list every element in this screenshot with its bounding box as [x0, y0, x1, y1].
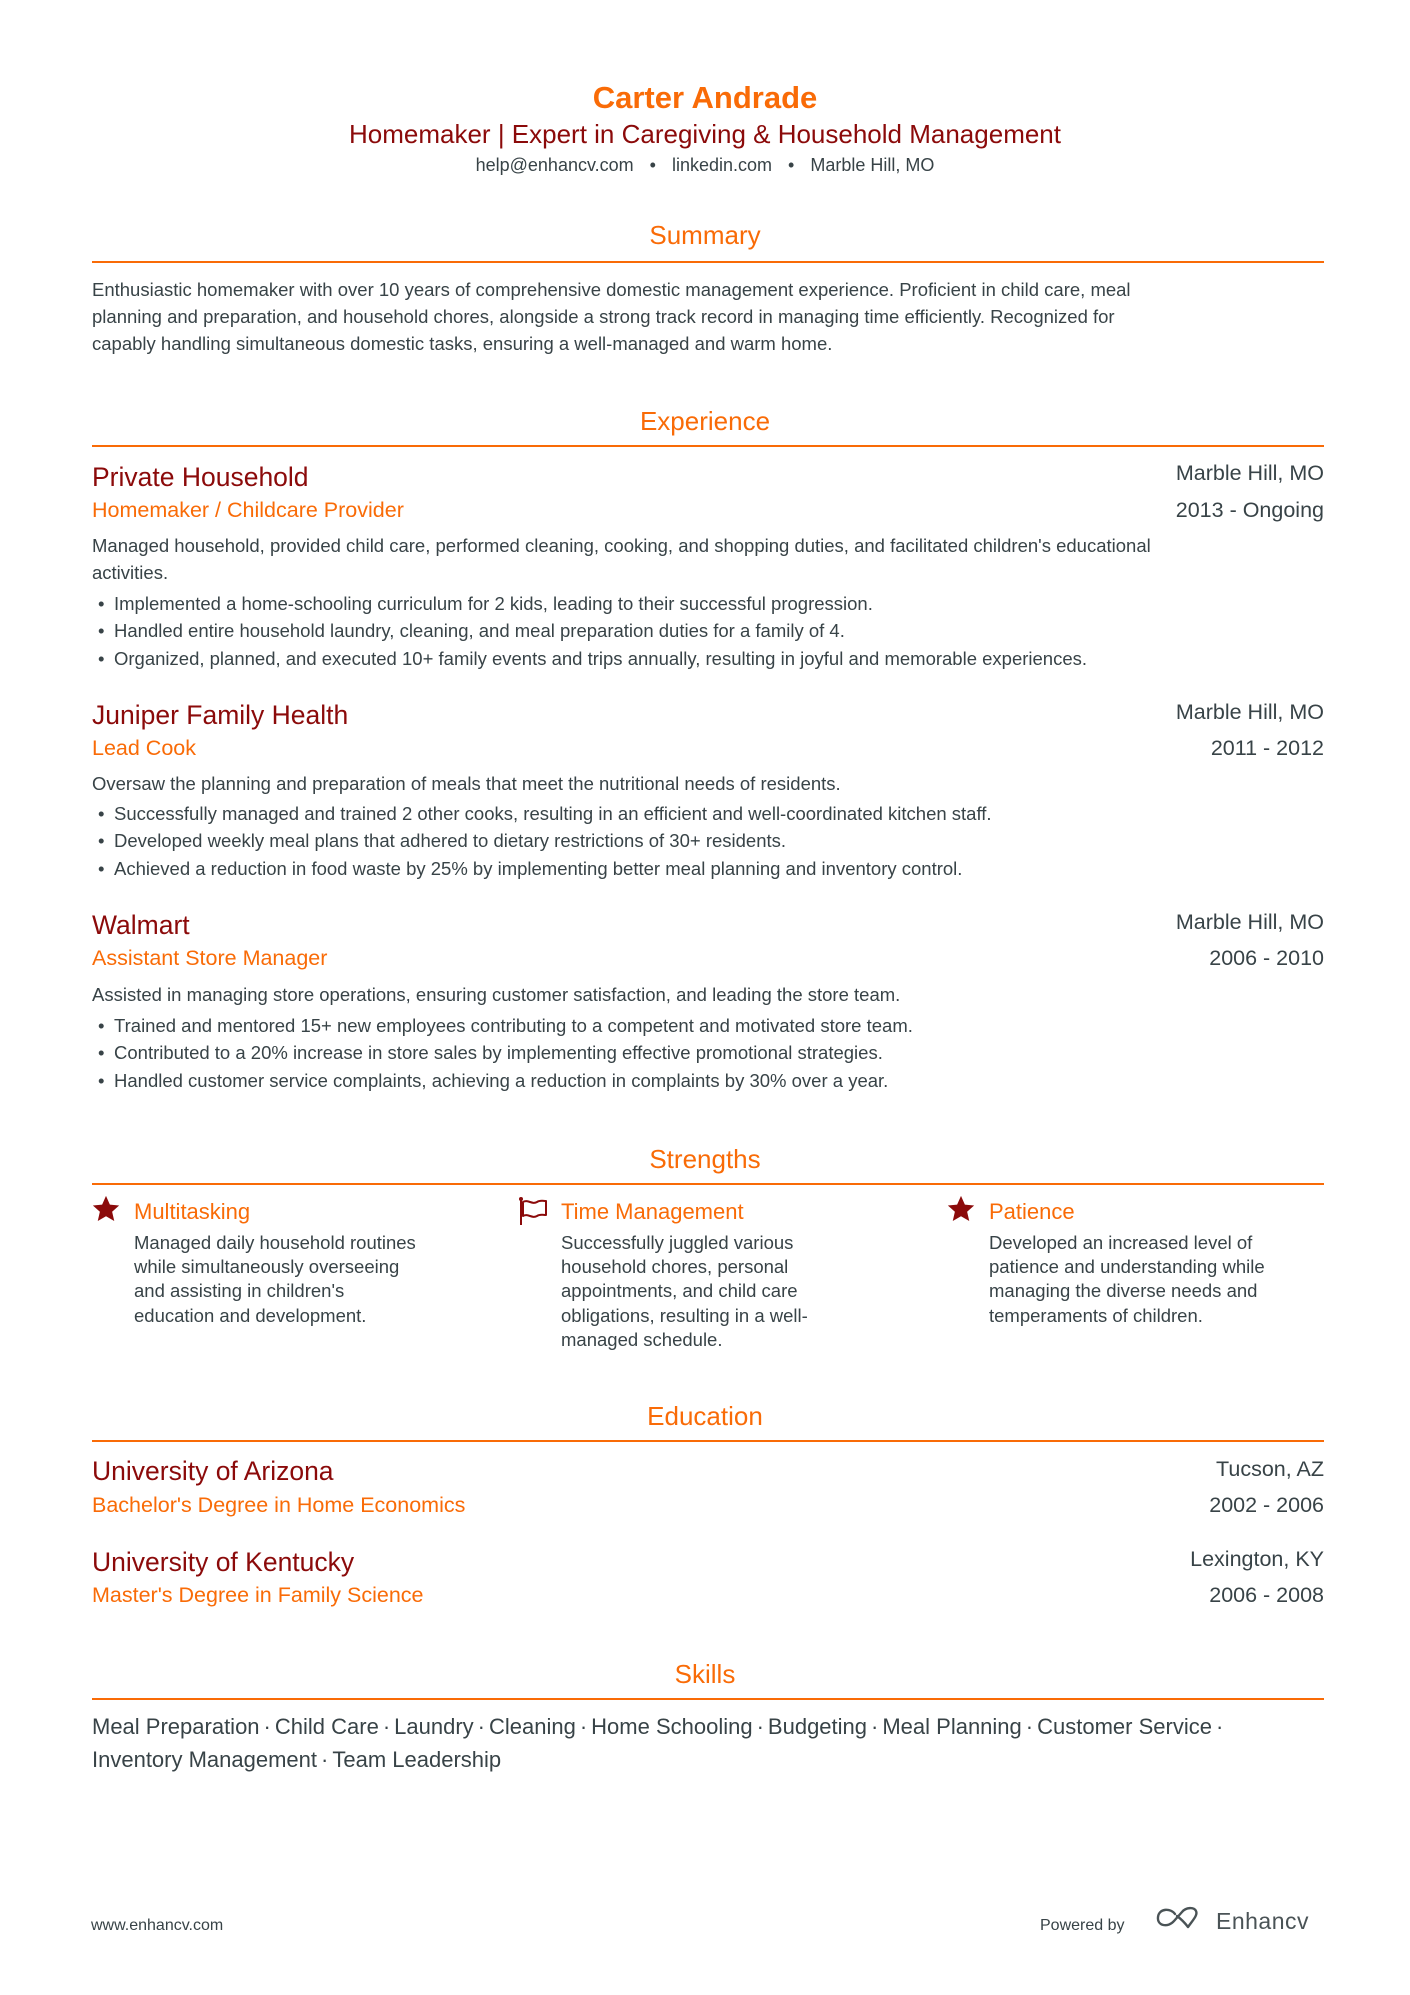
contact-separator: •	[649, 155, 656, 175]
bullet-dot: •	[98, 1042, 105, 1064]
strength-line: managed schedule.	[561, 1328, 723, 1350]
skill-separator: ·	[321, 1747, 329, 1772]
strength-description	[561, 1231, 891, 1352]
bullet-dot: •	[98, 1069, 105, 1091]
section-heading-education: Education	[647, 1401, 763, 1431]
school-name: University of Kentucky	[92, 1547, 355, 1577]
job-description	[92, 981, 1324, 1008]
degree: Master's Degree in Family Science	[92, 1583, 424, 1607]
candidate-name: Carter Andrade	[592, 80, 818, 115]
school-name: University of Arizona	[92, 1456, 334, 1486]
skill-separator: ·	[263, 1714, 271, 1739]
bullet-text: Developed weekly meal plans that adhered to dietary restrictions of 30+ residents.	[114, 830, 787, 852]
job-location: Marble Hill, MO	[1175, 700, 1324, 724]
job-role: Assistant Store Manager	[92, 946, 328, 970]
job-description	[92, 532, 1324, 586]
skill-item: Cleaning	[488, 1714, 576, 1739]
strength-title: Time Management	[561, 1199, 744, 1224]
degree: Bachelor's Degree in Home Economics	[92, 1493, 466, 1517]
bullet-dot: •	[98, 1015, 105, 1036]
education-dates: 2002 - 2006	[1209, 1493, 1324, 1517]
summary-text	[92, 276, 1324, 357]
strength-line: appointments, and child care	[561, 1280, 798, 1302]
summary-line: planning and preparation, and household chores, alongside a strong track record in managing time efficiently. Recognized for	[92, 306, 1115, 327]
strength-line: while simultaneously overseeing	[134, 1256, 400, 1278]
bullet-item	[96, 590, 1324, 617]
job-location: Marble Hill, MO	[1175, 910, 1324, 934]
strength-line: patience and understanding while	[989, 1256, 1265, 1278]
bullet-text: Organized, planned, and executed 10+ family events and trips annually, resulting in joyful and memorable experiences.	[114, 647, 1088, 669]
section-divider	[92, 1183, 1324, 1185]
skill-separator: ·	[871, 1714, 879, 1739]
contact-separator: •	[788, 155, 795, 175]
job-bullets	[96, 1012, 1324, 1094]
skills-line	[92, 1710, 1324, 1743]
candidate-title: Homemaker | Expert in Caregiving & Household Management	[349, 119, 1061, 149]
contact-line	[0, 154, 1410, 176]
strength-line: obligations, resulting in a well-	[561, 1304, 808, 1326]
bullet-item	[96, 855, 1324, 882]
strength-title: Patience	[989, 1199, 1075, 1224]
skill-separator: ·	[1215, 1714, 1224, 1739]
strength-line: temperaments of children.	[989, 1304, 1203, 1326]
job-dates: 2013 - Ongoing	[1175, 498, 1324, 522]
school-location: Lexington, KY	[1190, 1547, 1324, 1571]
bullet-text: Trained and mentored 15+ new employees contributing to a competent and motivated store team.	[114, 1015, 913, 1036]
school-location: Tucson, AZ	[1216, 1457, 1324, 1481]
job-description-line: activities.	[92, 562, 169, 583]
strength-line: and assisting in children's	[134, 1280, 345, 1302]
contact-email[interactable]: help@enhancv.com	[475, 155, 634, 175]
summary-line: Enthusiastic homemaker with over 10 years of comprehensive domestic management experience. Proficient in child care, meal	[92, 279, 1131, 300]
strength-line: education and development.	[134, 1304, 367, 1326]
skill-separator: ·	[382, 1714, 391, 1739]
skill-item: Team Leadership	[332, 1747, 502, 1772]
bullet-dot: •	[98, 647, 105, 669]
skill-separator: ·	[1025, 1714, 1034, 1739]
skills-line	[92, 1743, 1324, 1776]
footer-website[interactable]: www.enhancv.com	[91, 1917, 224, 1934]
section-divider	[92, 1440, 1324, 1442]
strength-title: Multitasking	[134, 1199, 251, 1224]
skills-list	[92, 1710, 1324, 1776]
skill-item: Laundry	[394, 1714, 474, 1739]
powered-by-label: Powered by	[1040, 1917, 1125, 1934]
section-divider	[92, 261, 1324, 263]
company-name: Walmart	[92, 910, 190, 940]
bullet-item	[96, 617, 1324, 644]
bullet-dot: •	[98, 857, 105, 879]
section-divider	[92, 1698, 1324, 1700]
skill-item: Home Schooling	[591, 1714, 753, 1739]
bullet-item	[96, 1067, 1324, 1094]
bullet-text: Handled customer service complaints, achieving a reduction in complaints by 30% over a year.	[114, 1069, 889, 1091]
job-dates: 2011 - 2012	[1210, 736, 1324, 760]
skill-item: Budgeting	[767, 1714, 868, 1739]
bullet-dot: •	[98, 593, 105, 614]
section-divider	[92, 445, 1324, 447]
section-heading-strengths: Strengths	[649, 1144, 761, 1174]
bullet-item	[96, 1012, 1324, 1039]
job-description-line: Managed household, provided child care, performed cleaning, cooking, and shopping duties, and facilitated children's educational	[92, 535, 1151, 556]
job-dates: 2006 - 2010	[1209, 946, 1324, 970]
job-description-line: Assisted in managing store operations, ensuring customer satisfaction, and leading the store team.	[92, 984, 901, 1005]
section-heading-experience: Experience	[639, 406, 771, 436]
bullet-text: Achieved a reduction in food waste by 25% by implementing better meal planning and inventory control.	[114, 857, 963, 879]
star-icon	[946, 1194, 976, 1224]
enhancv-logo-icon	[1155, 1905, 1205, 1931]
strength-line: Successfully juggled various	[561, 1232, 794, 1253]
skill-separator: ·	[477, 1714, 485, 1739]
contact-linkedin[interactable]: linkedin.com	[671, 155, 773, 175]
bullet-item	[96, 827, 1324, 854]
section-heading-skills: Skills	[674, 1659, 736, 1689]
bullet-item	[96, 1039, 1324, 1066]
flag-icon	[518, 1196, 548, 1226]
bullet-item	[96, 800, 1324, 827]
strength-line: Managed daily household routines	[134, 1232, 416, 1253]
job-role: Lead Cook	[92, 736, 196, 760]
skill-item: Inventory Management	[92, 1747, 318, 1772]
job-description	[92, 770, 1324, 797]
bullet-dot: •	[98, 830, 105, 852]
strength-line: household chores, personal	[561, 1256, 789, 1278]
skill-separator: ·	[756, 1714, 764, 1739]
skill-item: Customer Service	[1037, 1714, 1212, 1739]
job-description-line: Oversaw the planning and preparation of meals that meet the nutritional needs of residents.	[92, 773, 841, 794]
bullet-text: Successfully managed and trained 2 other cooks, resulting in an efficient and well-coordinated kitchen staff.	[114, 803, 992, 824]
skill-item: Child Care	[274, 1714, 379, 1739]
bullet-text: Contributed to a 20% increase in store sales by implementing effective promotional strategies.	[114, 1042, 883, 1064]
job-location: Marble Hill, MO	[1175, 461, 1324, 485]
bullet-dot: •	[98, 803, 105, 824]
strength-line: managing the diverse needs and	[989, 1280, 1258, 1302]
skill-item: Meal Planning	[882, 1714, 1022, 1739]
skill-item: Meal Preparation	[92, 1714, 260, 1739]
summary-line: capably handling simultaneous domestic tasks, ensuring a well-managed and warm home.	[92, 333, 833, 354]
strength-line: Developed an increased level of	[989, 1232, 1253, 1253]
contact-location: Marble Hill, MO	[810, 155, 935, 175]
bullet-text: Handled entire household laundry, cleaning, and meal preparation duties for a family of 4.	[114, 620, 845, 642]
star-icon	[91, 1194, 121, 1224]
company-name: Private Household	[92, 462, 309, 492]
job-bullets	[96, 800, 1324, 882]
enhancv-brand-name: Enhancv	[1216, 1908, 1310, 1934]
bullet-text: Implemented a home-schooling curriculum for 2 kids, leading to their successful progression.	[114, 593, 873, 614]
job-role: Homemaker / Childcare Provider	[92, 498, 404, 522]
strength-description	[989, 1231, 1319, 1328]
skill-separator: ·	[579, 1714, 588, 1739]
education-dates: 2006 - 2008	[1209, 1583, 1324, 1607]
bullet-dot: •	[98, 620, 105, 642]
bullet-item	[96, 645, 1324, 672]
strength-description	[134, 1231, 464, 1328]
section-heading-summary: Summary	[649, 220, 761, 250]
company-name: Juniper Family Health	[92, 700, 349, 730]
job-bullets	[96, 590, 1324, 672]
